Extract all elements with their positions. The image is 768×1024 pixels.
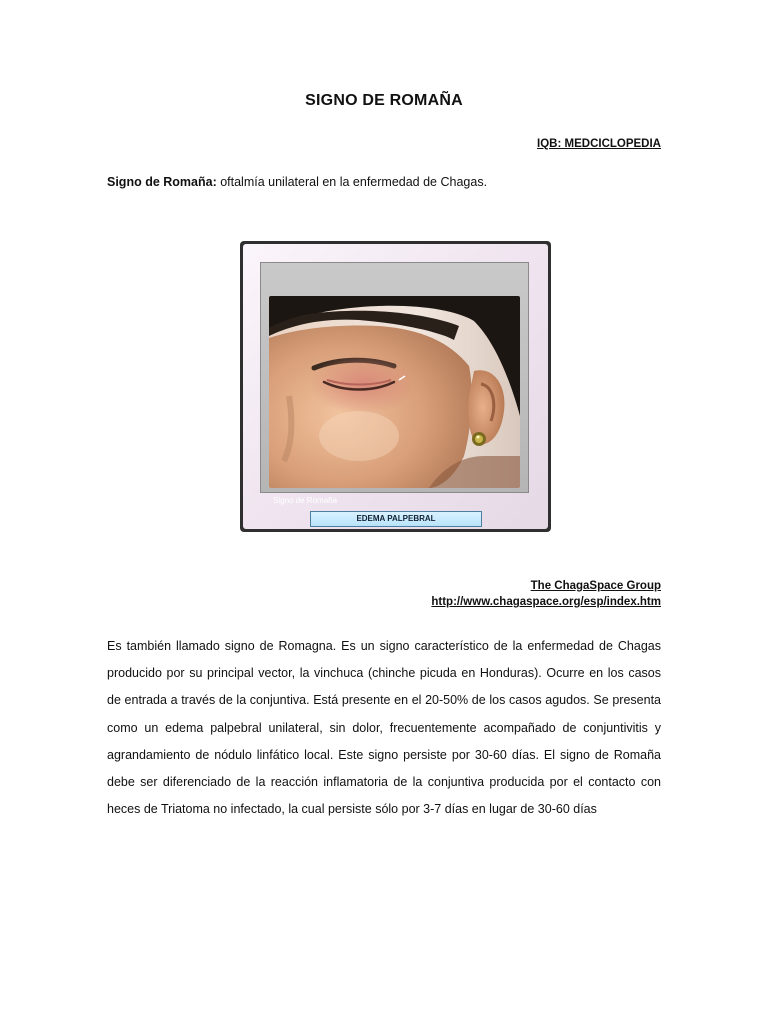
credit-block [431, 578, 661, 610]
source-label: IQB: MEDCICLOPEDIA [537, 138, 661, 150]
photo-panel [260, 262, 529, 505]
figure-label: EDEMA PALPEBRAL [310, 511, 482, 527]
credit-group-name[interactable]: The ChagaSpace Group [530, 580, 661, 592]
photo-caption: Signo de Romaña [273, 496, 338, 505]
credit-url-link[interactable]: http://www.chagaspace.org/esp/index.htm [431, 596, 661, 608]
figure-frame-inner [243, 244, 548, 529]
definition-text: oftalmía unilateral en la enfermedad de Chagas. [216, 175, 488, 189]
definition-term: Signo de Romaña: [107, 175, 217, 189]
figure-frame [240, 241, 551, 532]
clinical-photo [269, 296, 520, 488]
definition-line [107, 175, 487, 189]
body-paragraph: Es también llamado signo de Romagna. Es un signo característico de la enfermedad de Chagas producido por su principal vector, la vinchuca (chinche picuda en Honduras). Ocurre en los casos de entrada a través de la conjuntiva. Está presente en el 20-50% de los casos agudos. Se presenta como un edema palpebral unilateral, sin dolor, frecuentemente acompañado de conjuntivitis y agrandamiento de nódulo linfático local. Este signo persiste por 30-60 días. El signo de Romaña debe ser diferenciado de la reacción inflamatoria de la conjuntiva producida por el contacto con heces de Triatoma no infectado, la cual persiste sólo por 3-7 días en lugar de 30-60 días [107, 639, 661, 817]
page-title: SIGNO DE ROMAÑA [305, 92, 463, 109]
